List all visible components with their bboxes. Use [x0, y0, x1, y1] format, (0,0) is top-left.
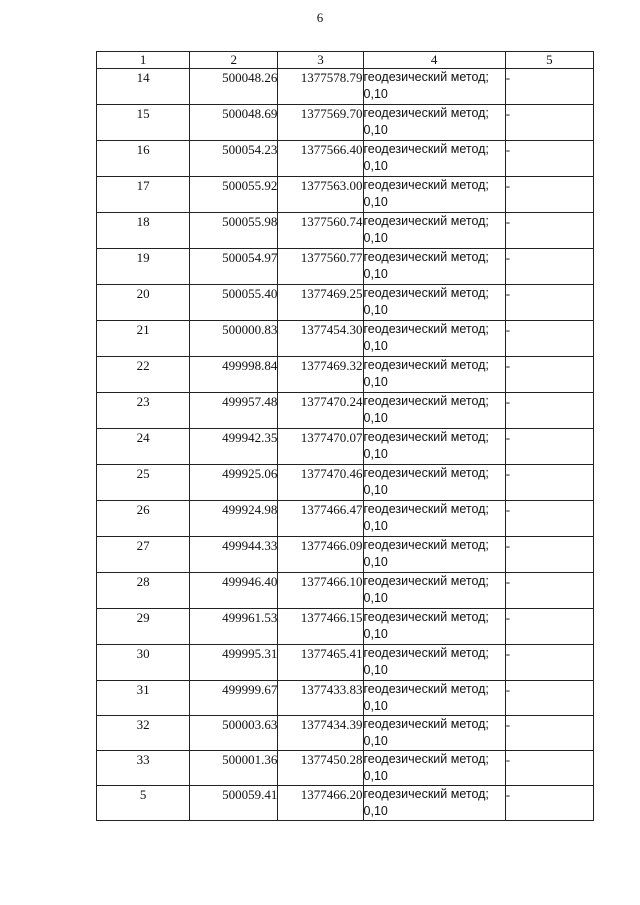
- point-number-cell: 25: [97, 465, 190, 501]
- table-row: [97, 69, 594, 105]
- x-coordinate-cell: 500054.23: [190, 141, 278, 177]
- note-cell: -: [505, 141, 593, 177]
- method-accuracy-cell: геодезический метод; 0,10: [363, 213, 505, 249]
- y-coordinate-cell: 1377465.41: [278, 645, 363, 681]
- y-coordinate-cell: 1377578.79: [278, 69, 363, 105]
- point-number-cell: 26: [97, 501, 190, 537]
- x-coordinate-cell: 500055.92: [190, 177, 278, 213]
- table-row: [97, 213, 594, 249]
- table-row: [97, 786, 594, 821]
- coordinates-table: [96, 51, 594, 821]
- method-accuracy-cell: геодезический метод; 0,10: [363, 249, 505, 285]
- note-cell: -: [505, 357, 593, 393]
- table-row: [97, 681, 594, 716]
- table-row: [97, 249, 594, 285]
- y-coordinate-cell: 1377563.00: [278, 177, 363, 213]
- x-coordinate-cell: 499961.53: [190, 609, 278, 645]
- x-coordinate-cell: 499957.48: [190, 393, 278, 429]
- point-number-cell: 20: [97, 285, 190, 321]
- y-coordinate-cell: 1377470.24: [278, 393, 363, 429]
- method-accuracy-cell: геодезический метод; 0,10: [363, 321, 505, 357]
- method-accuracy-cell: геодезический метод; 0,10: [363, 285, 505, 321]
- table-row: [97, 105, 594, 141]
- point-number-cell: 18: [97, 213, 190, 249]
- table-row: [97, 716, 594, 751]
- note-cell: -: [505, 393, 593, 429]
- x-coordinate-cell: 499999.67: [190, 681, 278, 716]
- x-coordinate-cell: 500000.83: [190, 321, 278, 357]
- method-accuracy-cell: геодезический метод; 0,10: [363, 501, 505, 537]
- method-accuracy-cell: геодезический метод; 0,10: [363, 429, 505, 465]
- y-coordinate-cell: 1377560.77: [278, 249, 363, 285]
- x-coordinate-cell: 499995.31: [190, 645, 278, 681]
- x-coordinate-cell: 499944.33: [190, 537, 278, 573]
- point-number-cell: 30: [97, 645, 190, 681]
- table-row: [97, 285, 594, 321]
- point-number-cell: 29: [97, 609, 190, 645]
- x-coordinate-cell: 500048.69: [190, 105, 278, 141]
- table-row: [97, 429, 594, 465]
- method-accuracy-cell: геодезический метод; 0,10: [363, 786, 505, 821]
- x-coordinate-cell: 499946.40: [190, 573, 278, 609]
- table-row: [97, 573, 594, 609]
- y-coordinate-cell: 1377466.47: [278, 501, 363, 537]
- header-col-3: 3: [278, 52, 363, 69]
- table-header-row: [97, 52, 594, 69]
- table-row: [97, 537, 594, 573]
- note-cell: -: [505, 177, 593, 213]
- method-accuracy-cell: геодезический метод; 0,10: [363, 609, 505, 645]
- point-number-cell: 17: [97, 177, 190, 213]
- table-row: [97, 609, 594, 645]
- note-cell: -: [505, 537, 593, 573]
- table-row: [97, 141, 594, 177]
- table-row: [97, 751, 594, 786]
- point-number-cell: 28: [97, 573, 190, 609]
- method-accuracy-cell: геодезический метод; 0,10: [363, 537, 505, 573]
- table-row: [97, 645, 594, 681]
- x-coordinate-cell: 499942.35: [190, 429, 278, 465]
- point-number-cell: 24: [97, 429, 190, 465]
- x-coordinate-cell: 500001.36: [190, 751, 278, 786]
- note-cell: -: [505, 645, 593, 681]
- x-coordinate-cell: 500055.98: [190, 213, 278, 249]
- page-number: 6: [316, 10, 324, 25]
- table-row: [97, 501, 594, 537]
- header-col-2: 2: [190, 52, 278, 69]
- method-accuracy-cell: геодезический метод; 0,10: [363, 105, 505, 141]
- x-coordinate-cell: 499925.06: [190, 465, 278, 501]
- x-coordinate-cell: 499998.84: [190, 357, 278, 393]
- method-accuracy-cell: геодезический метод; 0,10: [363, 681, 505, 716]
- y-coordinate-cell: 1377469.25: [278, 285, 363, 321]
- point-number-cell: 19: [97, 249, 190, 285]
- y-coordinate-cell: 1377470.46: [278, 465, 363, 501]
- point-number-cell: 16: [97, 141, 190, 177]
- method-accuracy-cell: геодезический метод; 0,10: [363, 645, 505, 681]
- point-number-cell: 33: [97, 751, 190, 786]
- point-number-cell: 27: [97, 537, 190, 573]
- x-coordinate-cell: 500003.63: [190, 716, 278, 751]
- y-coordinate-cell: 1377466.20: [278, 786, 363, 821]
- note-cell: -: [505, 285, 593, 321]
- header-col-4: 4: [363, 52, 505, 69]
- x-coordinate-cell: 499924.98: [190, 501, 278, 537]
- header-col-5: 5: [505, 52, 593, 69]
- y-coordinate-cell: 1377566.40: [278, 141, 363, 177]
- note-cell: -: [505, 465, 593, 501]
- note-cell: -: [505, 751, 593, 786]
- note-cell: -: [505, 786, 593, 821]
- x-coordinate-cell: 500054.97: [190, 249, 278, 285]
- note-cell: -: [505, 573, 593, 609]
- note-cell: -: [505, 681, 593, 716]
- x-coordinate-cell: 500048.26: [190, 69, 278, 105]
- method-accuracy-cell: геодезический метод; 0,10: [363, 141, 505, 177]
- table-row: [97, 393, 594, 429]
- y-coordinate-cell: 1377434.39: [278, 716, 363, 751]
- header-col-1: 1: [97, 52, 190, 69]
- x-coordinate-cell: 500055.40: [190, 285, 278, 321]
- note-cell: -: [505, 321, 593, 357]
- note-cell: -: [505, 213, 593, 249]
- method-accuracy-cell: геодезический метод; 0,10: [363, 465, 505, 501]
- table-row: [97, 321, 594, 357]
- note-cell: -: [505, 105, 593, 141]
- table-row: [97, 177, 594, 213]
- x-coordinate-cell: 500059.41: [190, 786, 278, 821]
- note-cell: -: [505, 429, 593, 465]
- point-number-cell: 22: [97, 357, 190, 393]
- y-coordinate-cell: 1377466.09: [278, 537, 363, 573]
- point-number-cell: 23: [97, 393, 190, 429]
- note-cell: -: [505, 501, 593, 537]
- point-number-cell: 31: [97, 681, 190, 716]
- y-coordinate-cell: 1377560.74: [278, 213, 363, 249]
- point-number-cell: 14: [97, 69, 190, 105]
- point-number-cell: 15: [97, 105, 190, 141]
- table-row: [97, 357, 594, 393]
- y-coordinate-cell: 1377450.28: [278, 751, 363, 786]
- y-coordinate-cell: 1377466.10: [278, 573, 363, 609]
- method-accuracy-cell: геодезический метод; 0,10: [363, 573, 505, 609]
- method-accuracy-cell: геодезический метод; 0,10: [363, 177, 505, 213]
- y-coordinate-cell: 1377433.83: [278, 681, 363, 716]
- method-accuracy-cell: геодезический метод; 0,10: [363, 751, 505, 786]
- method-accuracy-cell: геодезический метод; 0,10: [363, 393, 505, 429]
- point-number-cell: 21: [97, 321, 190, 357]
- y-coordinate-cell: 1377466.15: [278, 609, 363, 645]
- point-number-cell: 32: [97, 716, 190, 751]
- note-cell: -: [505, 609, 593, 645]
- table-body: [97, 69, 594, 821]
- y-coordinate-cell: 1377469.32: [278, 357, 363, 393]
- y-coordinate-cell: 1377454.30: [278, 321, 363, 357]
- y-coordinate-cell: 1377470.07: [278, 429, 363, 465]
- point-number-cell: 5: [97, 786, 190, 821]
- table-row: [97, 465, 594, 501]
- method-accuracy-cell: геодезический метод; 0,10: [363, 357, 505, 393]
- y-coordinate-cell: 1377569.70: [278, 105, 363, 141]
- note-cell: -: [505, 249, 593, 285]
- method-accuracy-cell: геодезический метод; 0,10: [363, 716, 505, 751]
- note-cell: -: [505, 716, 593, 751]
- note-cell: -: [505, 69, 593, 105]
- method-accuracy-cell: геодезический метод; 0,10: [363, 69, 505, 105]
